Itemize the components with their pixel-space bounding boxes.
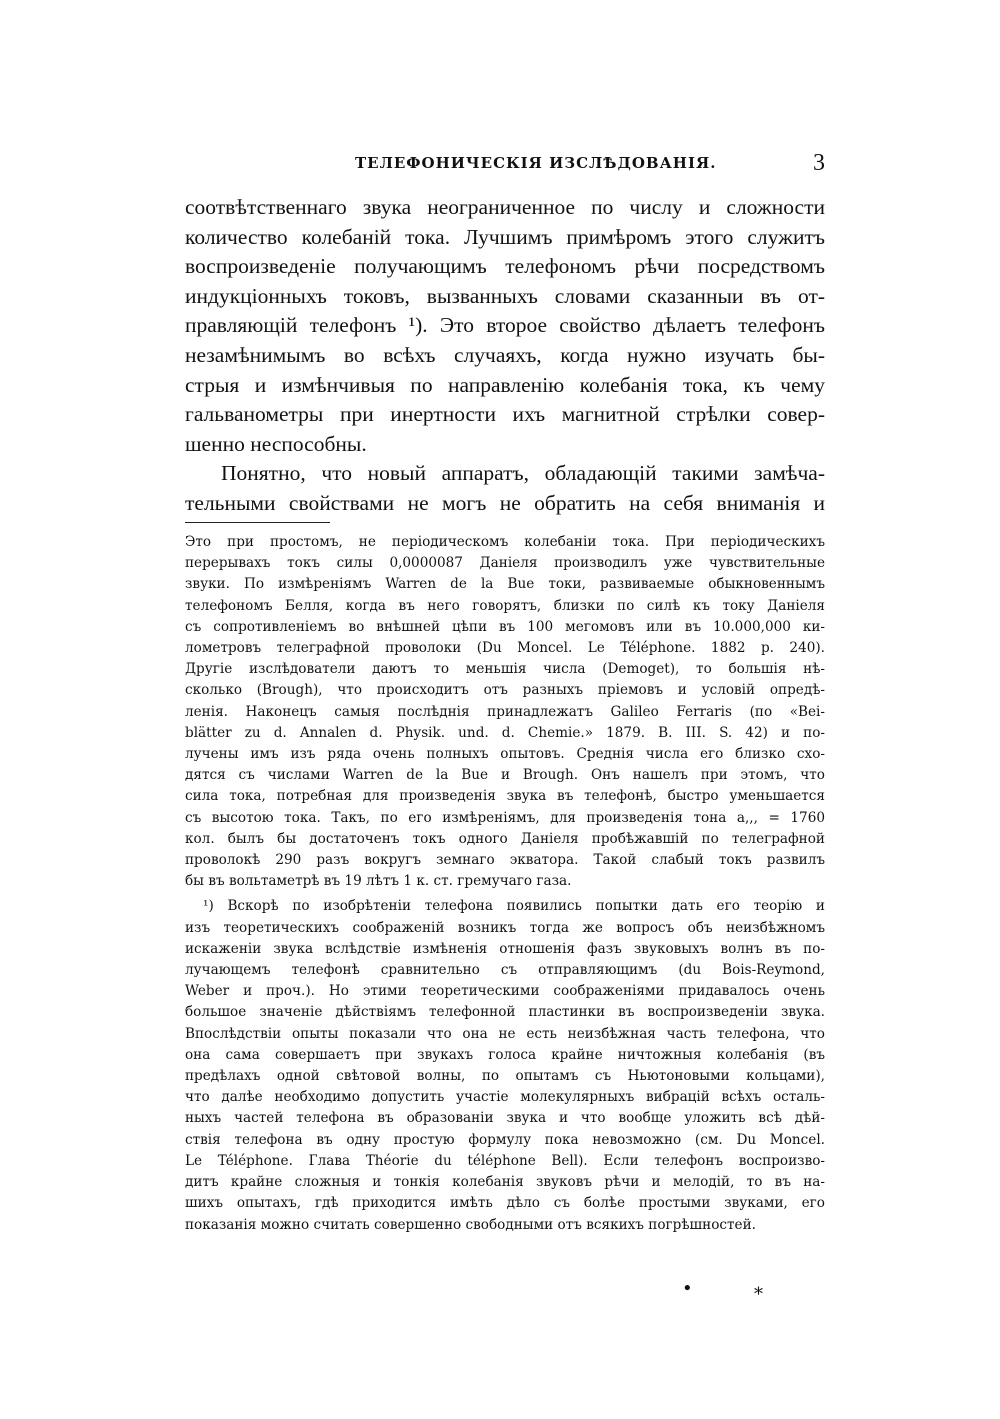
body-line: гальванометры при инертности ихъ магнитной стрѣлки совер- — [185, 402, 825, 427]
footnote-rule — [185, 522, 330, 523]
body-line: тельными свойствами не могъ не обратить на себя вниманія и — [185, 490, 825, 515]
footnote-line: Другіе изслѣдователи даютъ то меньшія числа (Demoget), то большія нѣ- — [185, 661, 825, 678]
footnote-line: Le Téléphone. Глава Théorie du téléphone Bell). Если телефонъ воспроизво- — [185, 1152, 825, 1169]
signature-star: * — [754, 1284, 763, 1305]
footnote-line: лометровъ телеграфной проволоки (Du Moncel. Le Téléphone. 1882 p. 240). — [185, 640, 825, 657]
footnote-line: бы въ вольтаметрѣ въ 19 лѣтъ 1 к. ст. гремучаго газа. — [185, 873, 572, 890]
footnote-line: что далѣе необходимо допустить участіе молекулярныхъ вибрацій всѣхъ осталь- — [185, 1089, 825, 1106]
body-line: индукціонныхъ токовъ, вызванныхъ словами сказанныи въ от- — [185, 283, 825, 308]
footnote-line: лучены имъ изъ ряда очень полныхъ опытовъ. Среднія числа его близко схо- — [185, 746, 825, 763]
footnote-line: Это при простомъ, не періодическомъ колебаніи тока. При періодическихъ — [185, 534, 825, 550]
footnote-continued — [185, 532, 825, 892]
body-line: Понятно, что новый аппаратъ, обладающій такими замѣча- — [221, 461, 825, 486]
footnote-line: Weber и проч.). Но этими теоретическими соображеніями придавалось очень — [185, 983, 825, 1000]
footnote-line: дятся съ числами Warren de la Bue и Brough. Онъ нашелъ при этомъ, что — [185, 767, 825, 784]
footnote-line: искаженіи звука вслѣдствіе измѣненія отношенія фазъ звуковыхъ волнъ въ по- — [185, 940, 825, 957]
footnote-line: шихъ опытахъ, гдѣ приходится имѣть дѣло съ болѣе простыми звуками, его — [185, 1195, 825, 1212]
footnote-1 — [185, 896, 825, 1235]
footnote-line: дитъ крайне сложныя и тонкія колебанія звуковъ рѣчи и мелодій, то въ на- — [185, 1174, 825, 1191]
footnote-line: показанія можно считать совершенно свободными отъ всякихъ погрѣшностей. — [185, 1216, 756, 1233]
footnotes — [185, 532, 825, 1236]
body-line: стрыя и измѣнчивыя по направленію колебанія тока, къ чему — [185, 372, 825, 397]
body-line: незамѣнимымъ во всѣхъ случаяхъ, когда нужно изучать бы- — [185, 342, 825, 367]
footnote-line: Впослѣдствіи опыты показали что она не есть неизбѣжная часть телефона, что — [185, 1025, 825, 1042]
footnote-line: ленія. Наконецъ самыя послѣднія принадлежатъ Galileo Ferraris (по «Bei- — [185, 703, 825, 720]
footnote-line: телефономъ Белля, когда въ него говорятъ, близки по силѣ къ току Даніеля — [185, 597, 825, 614]
footnote-line: проволокѣ 290 разъ вокругъ земнаго экватора. Такой слабый токъ развилъ — [185, 852, 825, 869]
signature-dot: • — [682, 1278, 693, 1299]
footnote-line: она сама совершаетъ при звукахъ голоса крайне ничтожныя колебанія (въ — [185, 1046, 825, 1063]
signature-marks — [680, 1278, 780, 1305]
body-line: шенно неспособны. — [185, 431, 367, 456]
body-line: соотвѣтственнаго звука неограниченное по числу и сложности — [185, 195, 825, 219]
footnote-line: съ сопротивленіемъ во внѣшней цѣпи въ 100 мегомовъ или въ 10.000,000 ки- — [185, 618, 825, 635]
footnote-line: предѣлахъ одной свѣтовой волны, по опытамъ съ Ньютоновыми кольцами), — [185, 1068, 825, 1085]
body-line: количество колебаній тока. Лучшимъ примѣромъ этого служитъ — [185, 224, 825, 249]
footnote-line: ныхъ частей телефона въ образованіи звука и что вообще уложить всѣ дѣй- — [185, 1110, 825, 1127]
footnote-line: сила тока, потребная для произведенія звука въ телефонѣ, быстро уменьшается — [185, 788, 825, 805]
footnote-line: blätter zu d. Annalen d. Physik. und. d. Chemie.» 1879. B. III. S. 42) и по- — [185, 724, 825, 741]
footnote-line: кол. былъ бы достаточенъ токъ одного Даніеля пробѣжавшій по телеграфной — [185, 830, 825, 847]
body-line: воспроизведеніе получающимъ телефономъ рѣчи посредствомъ — [185, 254, 825, 279]
body-line: правляющій телефонъ ¹). Это второе свойство дѣлаетъ телефонъ — [185, 313, 825, 338]
running-title: ТЕЛЕФОНИЧЕСКІЯ ИЗСЛѢДОВАНІЯ. — [355, 154, 717, 172]
page-number: 3 — [813, 150, 825, 176]
footnote-line: ¹) Вскорѣ по изобрѣтеніи телефона появились попытки дать его теорію и — [203, 898, 825, 915]
footnote-line: звуки. По измѣреніямъ Warren de la Bue токи, развиваемые обыкновеннымъ — [185, 576, 825, 593]
footnote-line: изъ теоретическихъ соображеній возникъ тогда же вопросъ объ неизбѣжномъ — [185, 919, 825, 936]
footnote-line: большое значеніе дѣйствіямъ телефонной пластинки въ воспроизведеніи звука. — [185, 1004, 825, 1021]
main-text — [185, 193, 825, 519]
footnote-line: сколько (Brough), что происходитъ отъ разныхъ пріемовъ и условій опредѣ- — [185, 682, 825, 699]
footnote-line: лучающемъ телефонѣ сравнительно съ отправляющимъ (du Bois-Reymond, — [185, 962, 825, 979]
footnote-line: ствія телефона въ одну простую формулу пока невозможно (см. Du Moncel. — [185, 1131, 825, 1148]
footnote-line: перерывахъ токъ силы 0,0000087 Даніеля производилъ уже чувствительные — [185, 555, 825, 572]
footnote-line: съ высотою тока. Такъ, по его измѣреніямъ, для произведенія тона a,,, = 1760 — [185, 809, 825, 826]
running-header — [185, 150, 825, 180]
